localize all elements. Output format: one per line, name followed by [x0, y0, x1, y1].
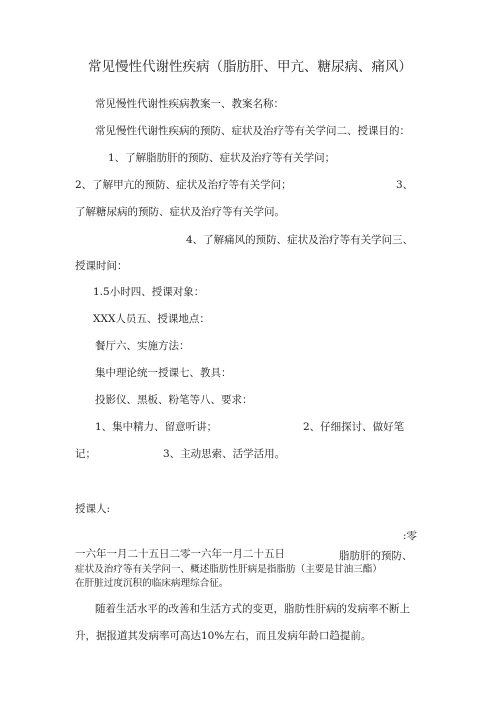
text-line-lesson-purpose: 常见慢性代谢性疾病的预防、症状及治疗等有关学问二、授课目的：	[95, 125, 410, 137]
text-line-goal-4: 4、了解痛风的预防、症状及治疗等有关学问三、	[186, 234, 414, 246]
text-line-incidence-cont: 升，据报道其发病率可高达10%左右，而且发病年龄口趋提前。	[75, 630, 372, 642]
text-line-overview: 症状及治疗等有关学问一、概述脂肪性肝病是指脂肪（主要是甘油三酯）	[75, 564, 382, 575]
text-line-goal-3: 了解糖尿病的预防、症状及治疗等有关学问。	[75, 206, 285, 218]
text-line-lesson-name: 常见慢性代谢性疾病教案一、教案名称：	[95, 98, 284, 110]
text-line-goal-2: 2、了解甲亢的预防、症状及治疗等有关学问；	[75, 179, 292, 191]
text-line-audience: XXX人员五、授课地点：	[93, 313, 210, 325]
text-line-requirement-2: 2、仔细探讨、做好笔	[303, 421, 405, 433]
text-line-tools: 投影仪、黑板、粉笔等八、要求：	[95, 394, 253, 406]
text-line-goal-1: 1、了解脂肪肝的预防、症状及治疗等有关学问；	[108, 152, 336, 164]
text-line-duration: 1.5小时四、授课对象：	[93, 286, 205, 298]
text-line-instructor: 授课人:	[75, 503, 111, 515]
text-line-overview-cont: 在肝脏过度沉积的临床病理综合征。	[75, 578, 229, 589]
document-title: 常见慢性代谢性疾病（脂肪肝、甲亢、糖尿病、痛风）	[88, 59, 412, 75]
text-line-date-start: :零	[403, 530, 418, 542]
text-line-method: 集中理论统一授课七、教具：	[95, 367, 232, 379]
text-line-requirement-1: 1、集中精力、留意听讲；	[95, 421, 218, 433]
text-line-requirement-3: 3、主动思索、活学活用。	[163, 448, 286, 460]
text-line-fatty-liver-heading: 脂肪肝的预防、	[339, 550, 413, 562]
text-line-time-heading: 授课时间：	[75, 260, 128, 272]
text-line-date: 一六年一月二十五日二零一六年一月二十五日	[75, 548, 285, 560]
text-line-goal-3-number: 3、	[396, 179, 414, 191]
text-line-location: 餐厅六、实施方法：	[95, 340, 190, 352]
text-line-requirement-2-cont: 记；	[75, 448, 96, 460]
text-line-incidence: 随着生活水平的改善和生活方式的变更，脂肪性肝病的发病率不断上	[95, 603, 410, 615]
